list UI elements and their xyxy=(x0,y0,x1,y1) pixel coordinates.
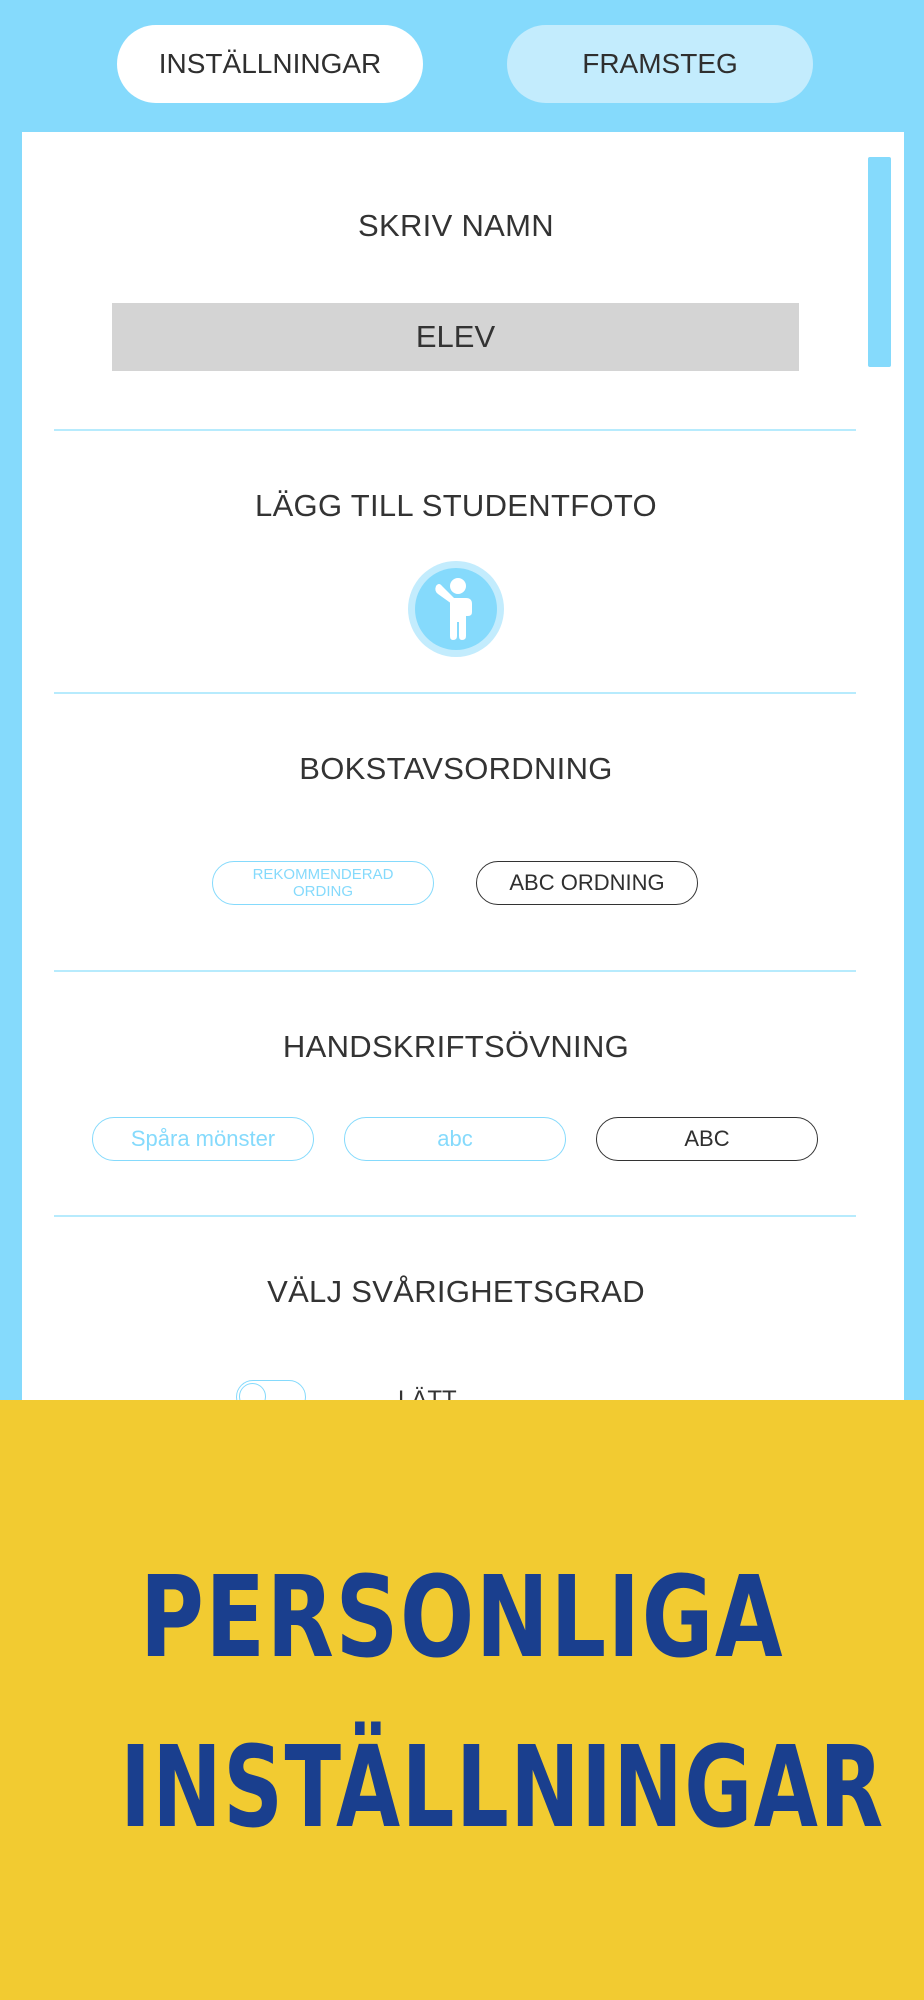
banner-title-line1: PERSONLIGA xyxy=(139,1553,785,1683)
recommended-order-option[interactable]: REKOMMENDERAD ORDING xyxy=(212,861,434,905)
tab-progress[interactable]: FRAMSTEG xyxy=(507,25,813,103)
letter-order-heading: BOKSTAVSORDNING xyxy=(299,751,613,786)
add-photo-button[interactable] xyxy=(408,561,504,657)
divider xyxy=(54,970,856,972)
uppercase-abc-option[interactable]: ABC xyxy=(596,1117,818,1161)
tab-settings[interactable]: INSTÄLLNINGAR xyxy=(117,25,423,103)
handwriting-heading: HANDSKRIFTSÖVNING xyxy=(282,1029,630,1064)
promo-banner xyxy=(0,1400,924,2000)
abc-order-option[interactable]: ABC ORDNING xyxy=(476,861,698,905)
lowercase-abc-option[interactable]: abc xyxy=(344,1117,566,1161)
student-name-input[interactable] xyxy=(112,303,799,371)
divider xyxy=(54,692,856,694)
name-heading: SKRIV NAMN xyxy=(358,208,554,243)
divider xyxy=(54,429,856,431)
difficulty-heading: VÄLJ SVÅRIGHETSGRAD xyxy=(267,1274,645,1309)
trace-pattern-option[interactable]: Spåra mönster xyxy=(92,1117,314,1161)
divider xyxy=(54,1215,856,1217)
scrollbar-thumb[interactable] xyxy=(868,157,891,367)
photo-heading: LÄGG TILL STUDENTFOTO xyxy=(255,488,657,523)
child-waving-icon xyxy=(415,568,497,650)
banner-title-line2: INSTÄLLNINGAR xyxy=(120,1723,885,1853)
